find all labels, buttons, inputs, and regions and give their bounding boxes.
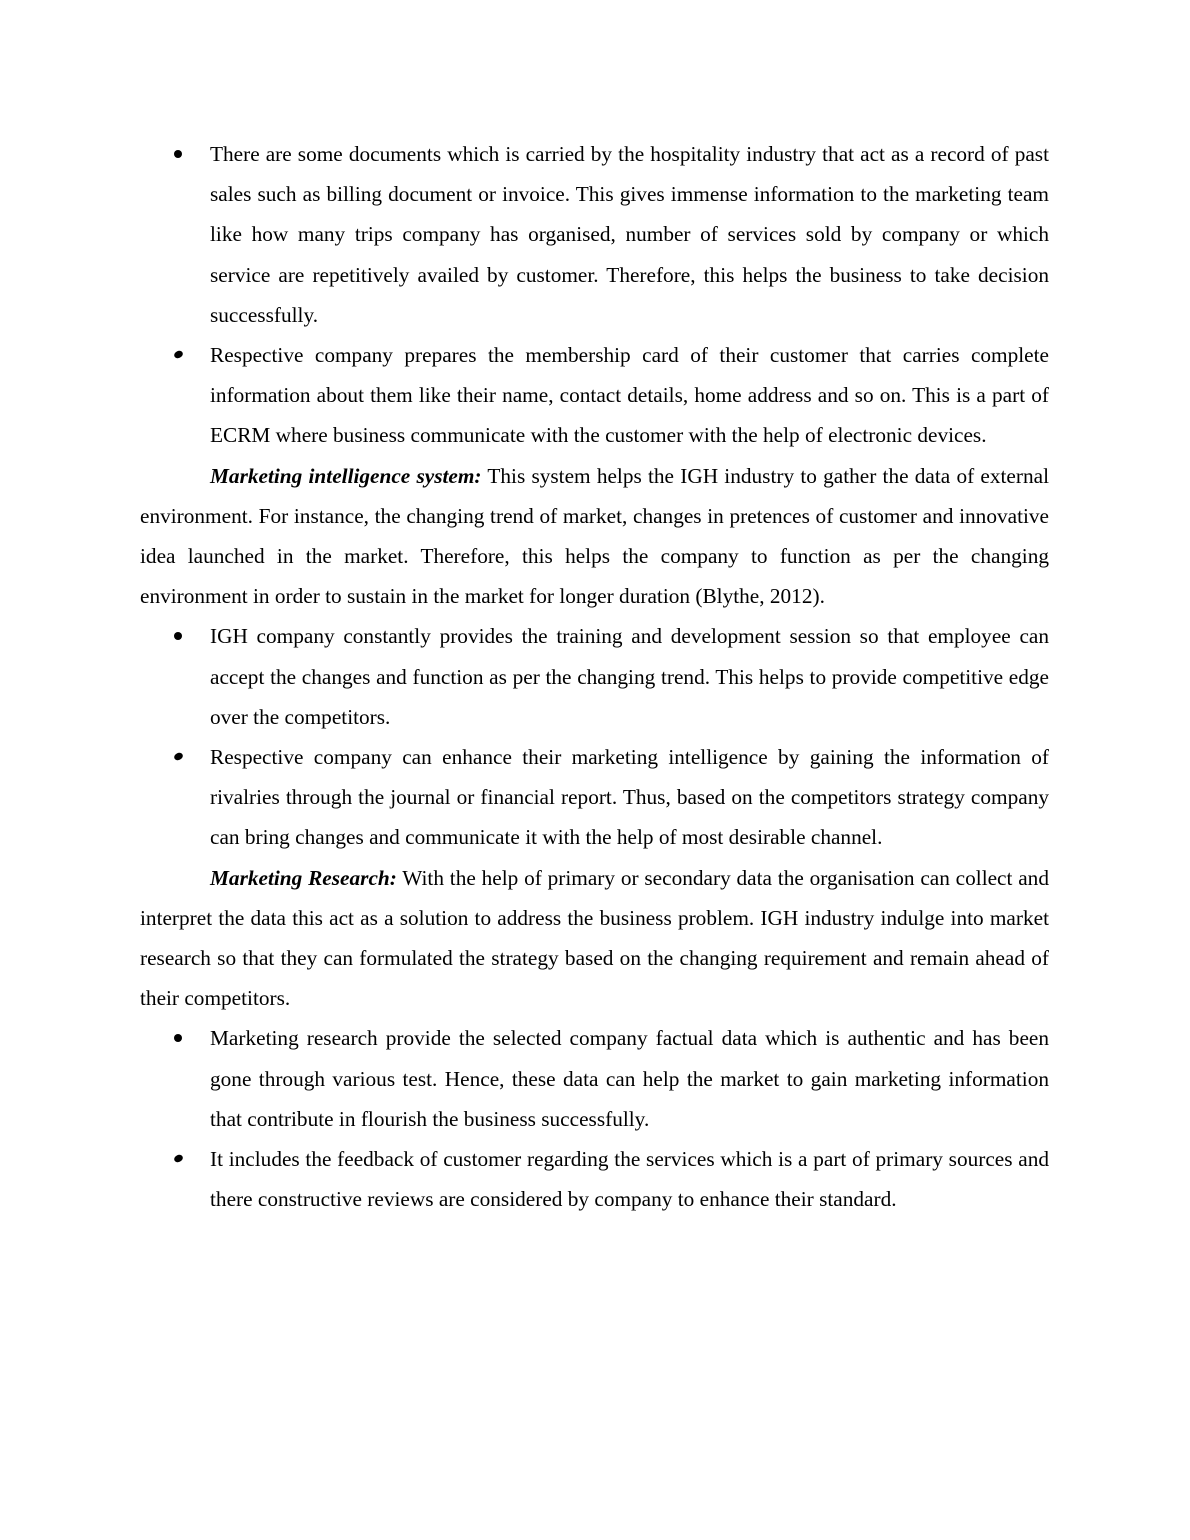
- bullet-item: [140, 335, 1049, 456]
- paragraph-text: This system helps the IGH industry to gather the data of external environment. For instance, the changing trend of market, changes in pretences of customer and innovative idea launched in the market. Therefore, this helps the company to function as per the changing environment in order to sustain in the market for longer duration (Blythe, 2012).: [140, 463, 1049, 609]
- bullet-icon: [174, 1034, 182, 1042]
- bullet-text: Marketing research provide the selected company factual data which is authentic and has been gone through various test. Hence, these data can help the market to gain marketing information that contribute in flourish the business successfully.: [210, 1026, 1049, 1131]
- bullet-item: [140, 737, 1049, 858]
- bullet-text: It includes the feedback of customer regarding the services which is a part of primary sources and there constructive reviews are considered by company to enhance their standard.: [210, 1147, 1049, 1212]
- bullet-icon: [173, 349, 184, 359]
- inline-heading: Marketing intelligence system:: [210, 463, 482, 488]
- bullet-text: IGH company constantly provides the training and development session so that employee can accept the changes and function as per the changing trend. This helps to provide competitive edge over the competitors.: [210, 624, 1049, 729]
- paragraph-text: With the help of primary or secondary data the organisation can collect and interpret the data this act as a solution to address the business problem. IGH industry indulge into market research so that they can formulated the strategy based on the changing requirement and remain ahead of their competitors.: [140, 865, 1049, 1011]
- bullet-text: Respective company can enhance their marketing intelligence by gaining the information of rivalries through the journal or financial report. Thus, based on the competitors strategy company can bring changes and communicate it with the help of most desirable channel.: [210, 745, 1049, 850]
- document-page: [140, 134, 1049, 1219]
- paragraph-marketing-research: [140, 858, 1049, 1019]
- bullet-icon: [174, 632, 182, 640]
- bullet-list-intelligence: [140, 616, 1049, 857]
- paragraph-marketing-intelligence: [140, 456, 1049, 617]
- bullet-list-research: [140, 1018, 1049, 1219]
- bullet-item: [140, 134, 1049, 335]
- inline-heading: Marketing Research:: [210, 865, 397, 890]
- bullet-item: [140, 1018, 1049, 1139]
- bullet-icon: [174, 150, 182, 158]
- bullet-text: There are some documents which is carried by the hospitality industry that act as a record of past sales such as billing document or invoice. This gives immense information to the marketing team like how many trips company has organised, number of services sold by company or which service are repetitively availed by customer. Therefore, this helps the business to take decision successfully.: [210, 142, 1049, 327]
- bullet-icon: [173, 1154, 184, 1164]
- bullet-item: [140, 616, 1049, 737]
- bullet-text: Respective company prepares the membership card of their customer that carries complete information about them like their name, contact details, home address and so on. This is a part of ECRM where business communicate with the customer with the help of electronic devices.: [210, 343, 1049, 448]
- bullet-list-records: [140, 134, 1049, 456]
- bullet-icon: [173, 751, 184, 761]
- bullet-item: [140, 1139, 1049, 1219]
